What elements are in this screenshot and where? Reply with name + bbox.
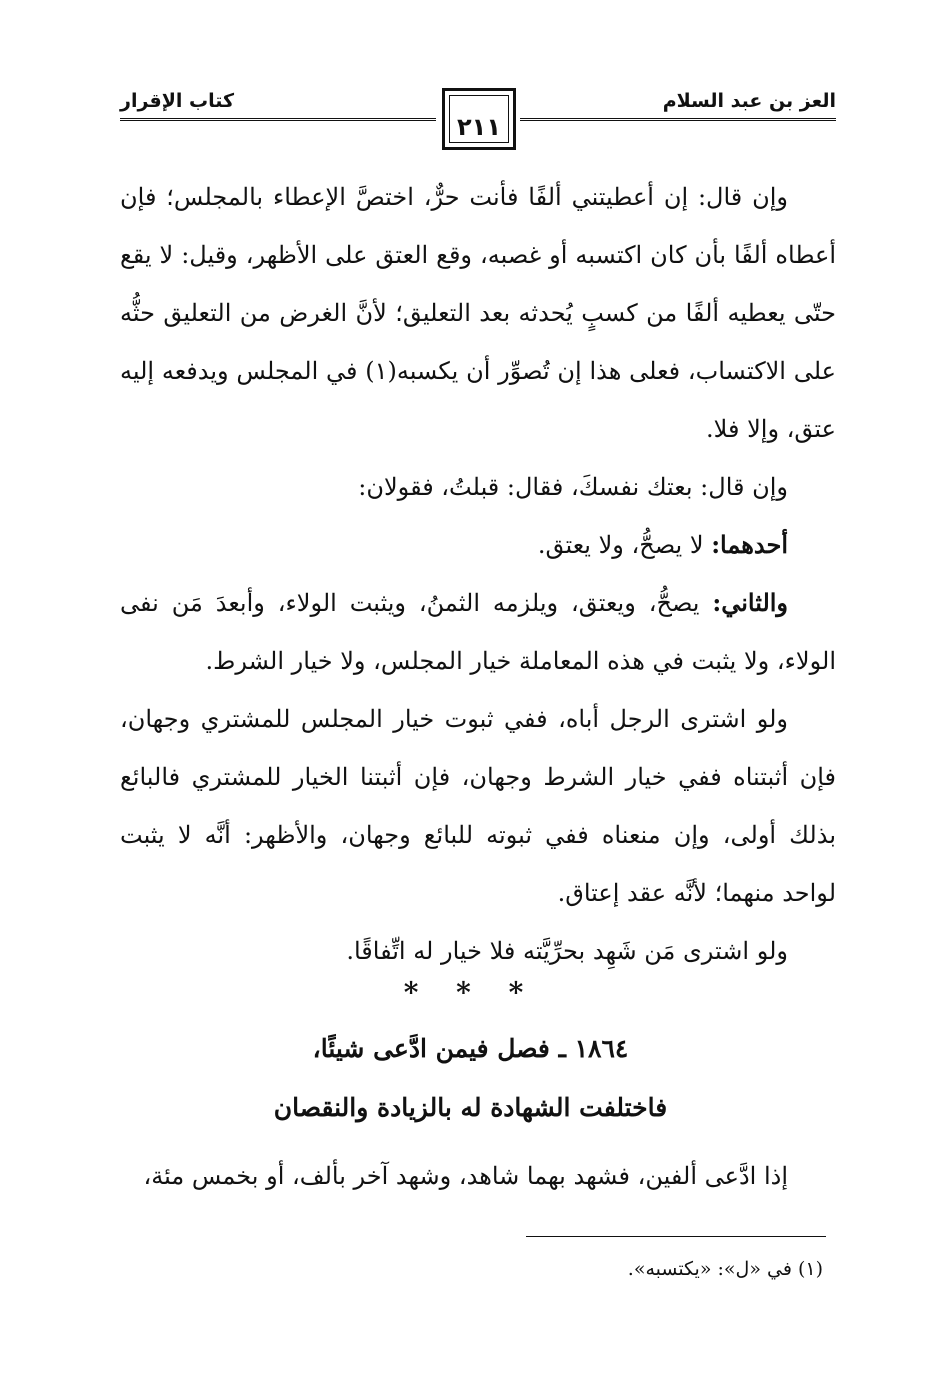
book-section-running-head: كتاب الإقرار	[120, 90, 235, 112]
section-heading-line1: ١٨٦٤ ـ فصل فيمن ادَّعى شيئًا،	[312, 1034, 629, 1063]
paragraph: وإن قال: بعتك نفسكَ، فقال: قبلتُ، فقولان:	[358, 473, 788, 501]
section-opening-line: إذا ادَّعى ألفين، فشهد بهما شاهد، وشهد آخر بألف، أو بخمس مئة،	[143, 1162, 788, 1190]
section-separator-stars: * * *	[403, 976, 538, 1009]
footnote: (١) في «ل»: «يكتسبه».	[627, 1258, 823, 1280]
page-header	[120, 88, 836, 158]
opinion-two-text: يصحُّ، ويعتق، ويلزمه الثمنُ، ويثبت الولاء، وأبعدَ مَن نفى الولاء، ولا يثبت في هذه المعاملة خيار المجلس، ولا خيار الشرط.	[120, 589, 836, 675]
main-text	[120, 168, 836, 980]
opinion-one-paragraph	[120, 516, 836, 574]
opinion-one-label: أحدهما:	[711, 530, 788, 559]
header-rule-left	[120, 118, 436, 121]
page-number: ٢١١	[457, 113, 501, 141]
opinion-two-label: والثاني:	[712, 588, 789, 617]
paragraph: ولو اشترى مَن شَهِد بحرِّيَّته فلا خيار له اتِّفاقًا.	[346, 937, 788, 965]
page-number-frame	[442, 88, 516, 150]
opinion-one-text: لا يصحُّ، ولا يعتق.	[537, 531, 712, 559]
header-rule-right	[520, 118, 836, 121]
opinion-two-paragraph	[120, 574, 836, 690]
author-running-head: العز بن عبد السلام	[662, 90, 836, 112]
paragraph: ولو اشترى الرجل أباه، ففي ثبوت خيار المجلس للمشتري وجهان، فإن أثبتناه ففي خيار الشرط وجهان، فإن أثبتنا الخيار للمشتري فالبائع بذلك أولى، وإن منعناه ففي ثبوته للبائع وجهان، والأظهر: أنَّه لا يثبت لواحد منهما؛ لأنَّه عقد إعتاق.	[120, 705, 837, 907]
footnote-divider	[526, 1236, 826, 1237]
paragraph: وإن قال: إن أعطيتني ألفًا فأنت حرٌّ، اختصَّ الإعطاء بالمجلس؛ فإن أعطاه ألفًا بأن كان اكتسبه أو غصبه، وقع العتق على الأظهر، وقيل: لا يقع حتّى يعطيه ألفًا من كسبٍ يُحدثه بعد التعليق؛ لأنَّ الغرض من التعليق حثُّه على الاكتساب، فعلى هذا إن تُصوِّر أن يكسبه(١) في المجلس ويدفعه إليه عتق، وإلا فلا.	[120, 183, 836, 443]
section-heading-line2: فاختلفت الشهادة له بالزيادة والنقصان	[273, 1093, 668, 1122]
